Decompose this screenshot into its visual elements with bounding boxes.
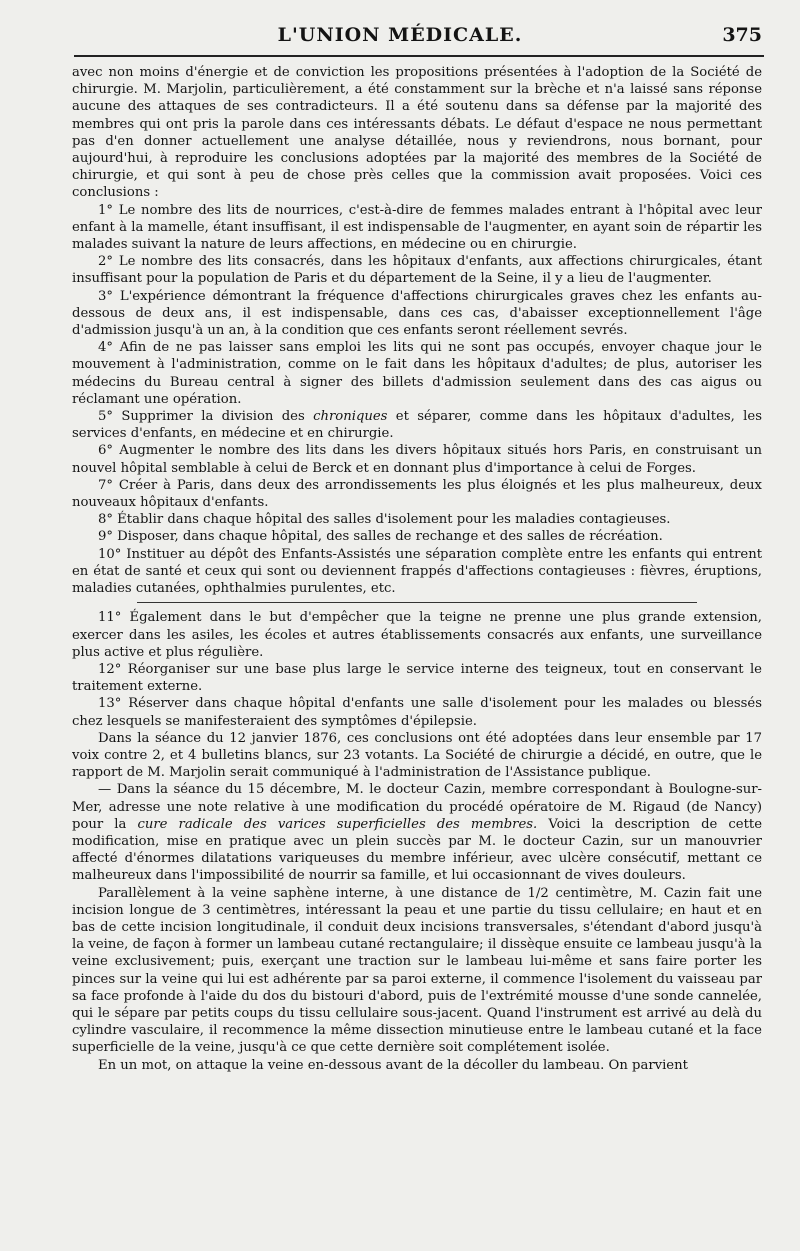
final-paragraph: En un mot, on attaque la veine en-dessous avant de la décoller du lambeau. On parvient xyxy=(98,1057,688,1073)
cazin-italic: cure radicale des varices superficielles des membres. xyxy=(137,816,538,832)
conclusion-5 xyxy=(72,408,762,442)
page-number: 375 xyxy=(722,24,762,46)
article-body xyxy=(72,64,762,1244)
conclusion-10: 10° Instituer au dépôt des Enfants-Assistés une séparation complète entre les enfants qui entrent en état de santé et ceux qui sont ou deviennent frappés d'affections contagieuses : fièvres, éruptions, maladies cutanées, ophthalmies purulentes, etc. xyxy=(72,546,762,597)
conclusion-4: 4° Afin de ne pas laisser sans emploi les lits qui ne sont pas occupés, envoyer chaque jour le mouvement à l'administration, comme on le fait dans les hôpitaux d'adultes; de plus, autoriser les médecins du Bureau central à signer des billets d'admission seulement dans des cas aigus ou réclamant une opération. xyxy=(72,340,762,407)
cazin-text-b: Voici la description de cette modification, mise en pratique avec un plein succès par M. le docteur Cazin, sur un manouvrier affecté d'énormes dilatations variqueuses du membre inférieur, avec ulcère consécutif, mettant ce malheureux dans l'impossibilité de nourrir sa famille, et lui occasionnant de vives douleurs. xyxy=(72,816,762,884)
conclusion-1: 1° Le nombre des lits de nourrices, c'est-à-dire de femmes malades entrant à l'hôpital avec leur enfant à la mamelle, étant insuffisant, il est indispensable de l'augmenter, en ayant soin de répartir les malades suivant la nature de leurs affections, en médecine ou en chirurgie. xyxy=(72,202,762,253)
cazin-paragraph xyxy=(72,781,762,884)
conclusion-6: 6° Augmenter le nombre des lits dans les divers hôpitaux situés hors Paris, en construisant un nouvel hôpital semblable à celui de Berck et en donnant plus d'importance à celui de Forges. xyxy=(72,443,762,476)
cazin-text-a: — Dans la séance du 15 décembre, M. le docteur Cazin, membre correspondant à Boulogne-sur-Mer, adresse une note relative à une modification du procédé opératoire de M. Rigaud (de Nancy) pour la xyxy=(72,782,762,832)
procedure-paragraph: Parallèlement à la veine saphène interne, à une distance de 1/2 centimètre, M. Cazin fait une incision longue de 3 centimètres, intéressant la peau et une partie du tissu cellulaire; en haut et en bas de cette incision longitudinale, il conduit deux incisions transversales, s'étendant d'abord jusqu'à la veine, de façon à former un lambeau cutané rectangulaire; il dissèque ensuite ce lambeau jusqu'à la veine exclusivement; puis, exerçant une traction sur le lambeau lui-même et sans faire porter les pinces sur la veine qui lui est adhérente par sa paroi externe, il commence l'isolement du vaisseau par sa face profonde à l'aide du dos du bistouri d'abord, puis de l'extrémité mousse d'une sonde cannelée, qui le sépare par petits coups du tissu cellulaire sous-jacent. Quand l'instrument est arrivé au delà du cylindre vasculaire, il recommence la même dissection minutieuse entre le lambeau cutané et la face superficielle de la veine, jusqu'à ce que cette dernière soit complétement isolée. xyxy=(72,885,762,1056)
conclusion-11: 11° Également dans le but d'empêcher que la teigne ne prenne une plus grande extension, exercer dans les asiles, les écoles et autres établissements consacrés aux enfants, une surveillance plus active et plus régulière. xyxy=(72,610,762,660)
header-rule xyxy=(74,55,764,57)
conclusion-2: 2° Le nombre des lits consacrés, dans les hôpitaux d'enfants, aux affections chirurgicales, étant insuffisant pour la population de Paris et du département de la Seine, il y a lieu de l'augmenter. xyxy=(72,254,762,287)
vote-paragraph: Dans la séance du 12 janvier 1876, ces conclusions ont été adoptées dans leur ensemble par 17 voix contre 2, et 4 bulletins blancs, sur 23 votants. La Société de chirurgie a décidé, en outre, que le rapport de M. Marjolin serait communiqué à l'administration de l'Assistance publique. xyxy=(72,730,762,781)
conclusion-5-italic: chroniques xyxy=(313,409,388,425)
conclusion-9: 9° Disposer, dans chaque hôpital, des salles de rechange et des salles de récréation. xyxy=(98,529,663,545)
conclusion-7: 7° Créer à Paris, dans deux des arrondissements les plus éloignés et les plus malheureux, deux nouveaux hôpitaux d'enfants. xyxy=(72,477,762,511)
conclusion-8: 8° Établir dans chaque hôpital des salles d'isolement pour les maladies contagieuses. xyxy=(98,512,671,528)
paragraph-continuation: avec non moins d'énergie et de conviction les propositions présentées à l'adoption de la Société de chirurgie. M. Marjolin, particulièrement, a été constamment sur la brèche et n'a laissé sans réponse aucune des attaques de ses contradicteurs. Il a été soutenu dans sa défense par la majorité des membres qui ont pris la parole dans ces intéressants débats. Le défaut d'espace ne nous permettant pas d'en donner actuellement une analyse détaillée, nous y reviendrons, nous bornant, pour aujourd'hui, à reproduire les conclusions adoptées par la majorité des membres de la Société de chirurgie, et qui sont à peu de chose près celles que la commission avait proposées. Voici ces conclusions : xyxy=(72,65,762,201)
conclusion-5-text-a: 5° Supprimer la division des xyxy=(98,409,314,425)
conclusion-12: 12° Réorganiser sur une base plus large le service interne des teigneux, tout en conservant le traitement externe. xyxy=(72,661,762,695)
conclusion-5-text-b: et séparer, comme dans les hôpitaux d'adultes, les services d'enfants, en médecine et en chirurgie. xyxy=(72,409,762,442)
conclusion-13: 13° Réserver dans chaque hôpital d'enfants une salle d'isolement pour les malades ou blessés chez lesquels se manifesteraient des symptômes d'épilepsie. xyxy=(72,696,762,729)
separator-rule xyxy=(137,602,697,603)
conclusion-3: 3° L'expérience démontrant la fréquence d'affections chirurgicales graves chez les enfants au-dessous de deux ans, il est indispensable, dans ces cas, d'abaisser exceptionnellement l'âge d'admission jusqu'à un an, à la condition que ces enfants seront réellement sevrés. xyxy=(72,288,762,339)
running-header-title: L'UNION MÉDICALE. xyxy=(277,24,523,46)
